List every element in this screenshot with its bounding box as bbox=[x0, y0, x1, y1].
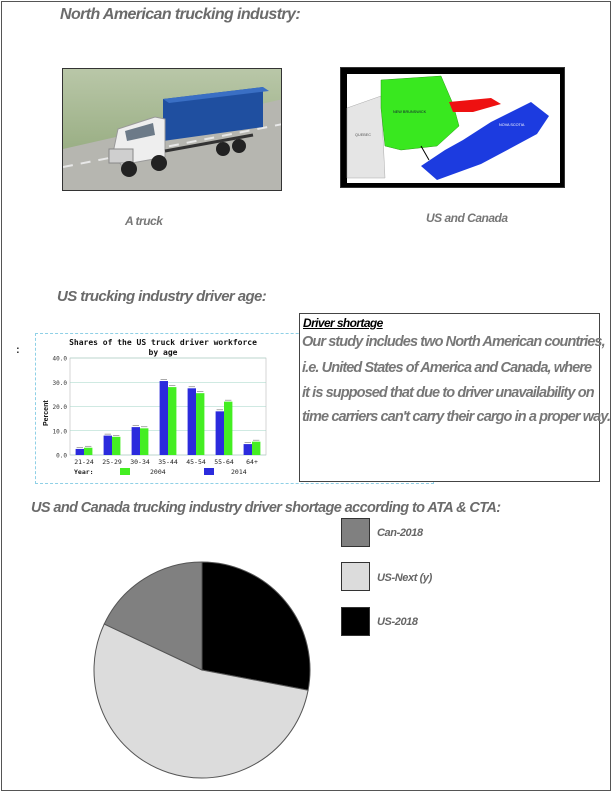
bar-2014-55-64 bbox=[224, 402, 232, 455]
map-label-center: NEW BRUNSWICK bbox=[393, 110, 427, 114]
bar-2004-45-54 bbox=[188, 388, 196, 455]
bar-2004-25-29 bbox=[104, 436, 112, 455]
section-heading-driver-shortage: US and Canada trucking industry driver shortage according to ATA & CTA: bbox=[31, 500, 501, 516]
bar-2004-55-64 bbox=[216, 411, 224, 455]
legend-label-us-next: US-Next (y) bbox=[377, 572, 432, 584]
textbox-line-3: it is supposed that due to driver unavailability on bbox=[302, 385, 594, 401]
legend-label-2014: 2014 bbox=[231, 468, 247, 476]
driver-age-bar-chart bbox=[38, 334, 268, 480]
driver-shortage-textbox bbox=[299, 313, 611, 482]
legend-label-us-2018: US-2018 bbox=[377, 616, 418, 628]
bar-2004-30-34 bbox=[132, 427, 140, 455]
driver-shortage-pie-chart bbox=[90, 558, 314, 782]
stray-mark: : bbox=[16, 344, 20, 356]
truck-caption: A truck bbox=[125, 214, 163, 228]
bar-2014-25-29 bbox=[112, 437, 120, 455]
legend-swatch-us-2018 bbox=[341, 607, 370, 636]
chart-title-line1: Shares of the US truck driver workforce bbox=[69, 338, 257, 347]
legend-swatch-can-2018 bbox=[341, 518, 370, 547]
x-tick-label: 55-64 bbox=[214, 458, 234, 466]
x-tick-label: 45-54 bbox=[186, 458, 206, 466]
bar-2014-35-44 bbox=[168, 387, 176, 455]
textbox-line-1: Our study includes two North American countries, bbox=[302, 334, 605, 350]
x-tick-label: 64+ bbox=[246, 458, 258, 466]
map-caption: US and Canada bbox=[426, 211, 508, 225]
truck-image bbox=[63, 69, 282, 191]
y-tick-label: 40.0 bbox=[52, 355, 67, 363]
section-heading-north-american: North American trucking industry: bbox=[60, 6, 301, 23]
y-tick-label: 0.0 bbox=[56, 452, 67, 460]
chart-title-line2: by age bbox=[148, 348, 178, 357]
x-tick-label: 21-24 bbox=[74, 458, 94, 466]
legend-label-can-2018: Can-2018 bbox=[377, 527, 423, 539]
legend-label-2004: 2004 bbox=[150, 468, 166, 476]
map-label-left: QUEBEC bbox=[355, 133, 372, 137]
map-label-right: NOVA SCOTIA bbox=[499, 123, 525, 127]
legend-swatch-us-next bbox=[341, 562, 370, 591]
bar-2014-64+ bbox=[252, 442, 260, 455]
bar-2004-35-44 bbox=[160, 381, 168, 455]
chart-x-ticks bbox=[74, 458, 258, 466]
textbox-line-4: time carriers can't carry their cargo in a proper way. bbox=[302, 409, 611, 425]
pie-slice-us-2018 bbox=[202, 562, 310, 690]
bar-2004-21-24 bbox=[76, 449, 84, 455]
textbox-line-2: i.e. United States of America and Canada, where bbox=[302, 360, 592, 376]
legend-swatch-2004 bbox=[120, 468, 130, 475]
truck-photo bbox=[62, 68, 282, 191]
bar-2014-45-54 bbox=[196, 393, 204, 455]
y-tick-label: 10.0 bbox=[52, 428, 67, 436]
y-tick-label: 20.0 bbox=[52, 404, 67, 411]
textbox-title: Driver shortage bbox=[303, 316, 383, 330]
y-tick-label: 30.0 bbox=[52, 379, 67, 387]
x-tick-label: 30-34 bbox=[130, 458, 150, 466]
x-tick-label: 35-44 bbox=[158, 458, 178, 466]
bar-2014-30-34 bbox=[140, 428, 148, 455]
section-heading-driver-age: US trucking industry driver age: bbox=[57, 288, 267, 305]
map-image bbox=[341, 68, 565, 188]
bar-2004-64+ bbox=[244, 444, 252, 455]
bar-2014-21-24 bbox=[84, 448, 92, 455]
x-tick-label: 25-29 bbox=[102, 458, 122, 466]
legend-year-label: Year: bbox=[74, 468, 94, 476]
chart-y-axis-label: Percent bbox=[43, 400, 50, 426]
legend-swatch-2014 bbox=[204, 468, 214, 475]
map-image-frame bbox=[340, 67, 565, 188]
